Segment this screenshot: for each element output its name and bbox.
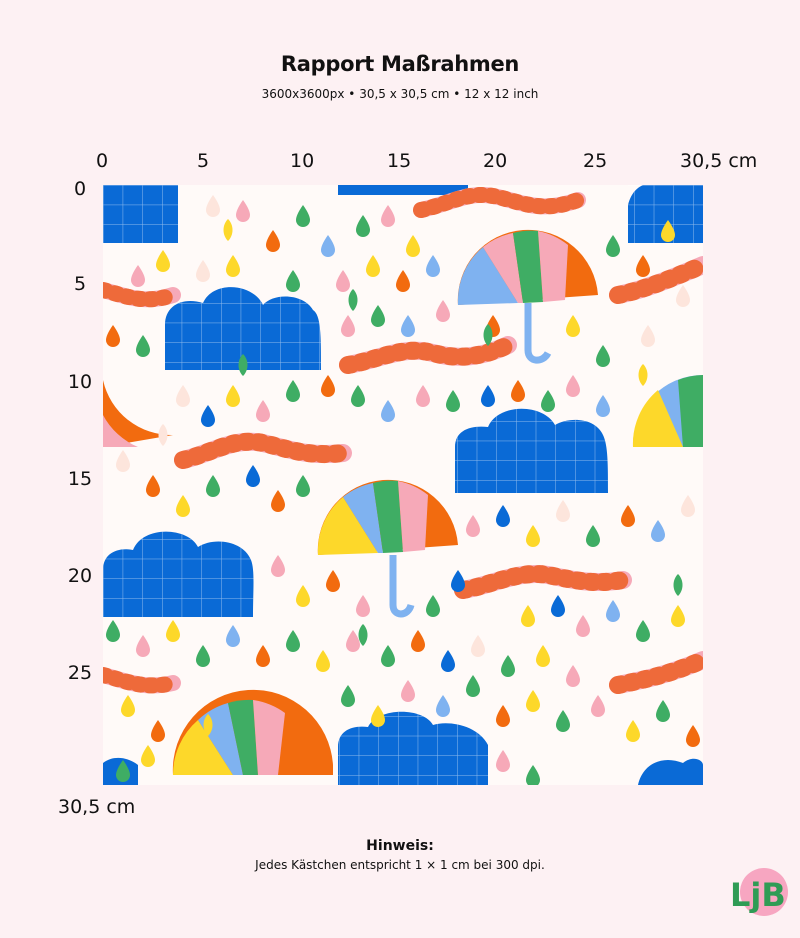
page-title: Rapport Maßrahmen	[280, 52, 520, 76]
y-tick-5: 5	[73, 273, 87, 295]
y-tick-25: 25	[67, 662, 93, 684]
cloud-shape	[338, 185, 468, 195]
x-tick-5: 5	[197, 150, 210, 172]
umbrella-shape	[318, 480, 458, 614]
umbrella-shape	[103, 375, 703, 447]
x-tick-15: 15	[387, 150, 412, 172]
umbrella-shape	[458, 230, 598, 360]
y-tick-20: 20	[67, 565, 93, 587]
rain-pattern-illustration	[103, 185, 703, 785]
x-tick-25: 25	[583, 150, 608, 172]
cloud-shape	[103, 532, 254, 617]
y-tick-0: 0	[73, 178, 87, 200]
x-tick-end: 30,5 cm	[680, 150, 758, 172]
svg-text:LjB: LjB	[730, 876, 786, 914]
hint-text: Jedes Kästchen entspricht 1 × 1 cm bei 300 dpi.	[255, 858, 545, 872]
cloud-shape	[103, 185, 178, 243]
umbrella-shape	[173, 690, 333, 775]
y-end-label: 30,5 cm	[58, 796, 136, 818]
pattern-preview	[103, 185, 703, 785]
hint-title: Hinweis:	[366, 838, 434, 854]
y-tick-10: 10	[67, 371, 93, 393]
cloud-shape	[338, 712, 488, 785]
y-tick-15: 15	[67, 468, 93, 490]
x-tick-20: 20	[483, 150, 508, 172]
x-tick-10: 10	[290, 150, 315, 172]
page-subtitle: 3600x3600px • 30,5 x 30,5 cm • 12 x 12 inch	[261, 87, 539, 101]
x-tick-0: 0	[96, 150, 109, 172]
cloud-shape	[455, 409, 608, 493]
brand-logo	[724, 864, 790, 920]
